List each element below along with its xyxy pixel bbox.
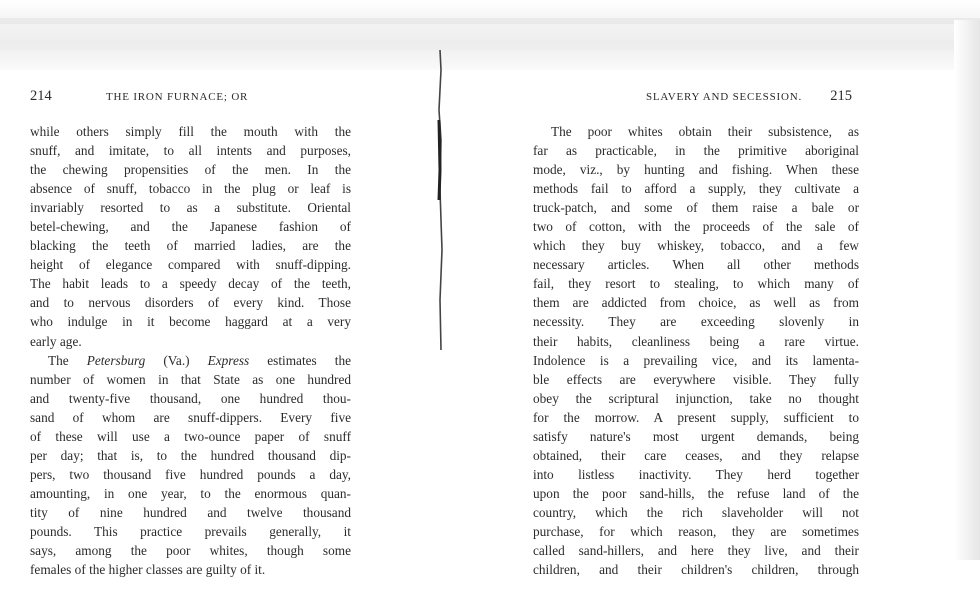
book-gutter (436, 50, 446, 360)
text-line: pers, two thousand five hundred pounds a day, (30, 466, 351, 482)
text-line: children, and their children's children, through (533, 562, 859, 578)
text-line: which they buy whiskey, tobacco, and a few (533, 238, 859, 254)
scan-band (0, 18, 980, 24)
text-line: fail, they resort to stealing, to which many of (533, 276, 859, 292)
text-line: upon the poor sand-hills, the refuse land of the (533, 485, 859, 501)
scan-shadow-top (0, 0, 980, 70)
text-line: necessary articles. When all other methods (533, 257, 859, 273)
text-line: betel-chewing, and the Japanese fashion of (30, 219, 351, 235)
text-line: of these will use a two-ounce paper of snuff (30, 428, 351, 444)
text-line: satisfy nature's most urgent demands, being (533, 428, 859, 444)
page-edge-right (954, 20, 980, 560)
text-line: country, which the rich slaveholder will not (533, 504, 859, 520)
page-header (533, 88, 859, 108)
text-line: who indulge in it become haggard at a very (30, 314, 351, 330)
scan-band (0, 40, 980, 50)
text-line: and to nervous disorders of every kind. Those (30, 295, 351, 311)
text-line: tity of nine hundred and twelve thousand (30, 504, 351, 520)
text-line: snuff, and imitate, to all intents and purposes, (30, 143, 351, 159)
text-line: into listless inactivity. They herd together (533, 466, 859, 482)
page-number: 214 (30, 88, 52, 104)
page-header (30, 88, 351, 108)
text-line: for the morrow. A present supply, sufficient to (533, 409, 859, 425)
text-run: estimates the (249, 352, 351, 368)
page-number: 215 (830, 88, 852, 104)
text-line (30, 351, 351, 370)
text-line: early age. (30, 333, 82, 349)
text-run: (Va.) (145, 352, 208, 368)
text-line: obey the scriptural injunction, take no thought (533, 390, 859, 406)
text-line: blacking the teeth of married ladies, are the (30, 238, 351, 254)
text-line: amounting, in one year, to the enormous quan- (30, 485, 351, 501)
text-line: and twenty-five thousand, one hundred thou- (30, 390, 351, 406)
running-head: THE IRON FURNACE; OR (106, 91, 249, 103)
text-line: far as practicable, in the primitive aboriginal (533, 143, 859, 159)
italic-title: Express (207, 352, 250, 368)
text-line: sand of whom are snuff-dippers. Every five (30, 409, 351, 425)
text-line: called sand-hillers, and here they live, and their (533, 543, 859, 559)
text-line: says, among the poor whites, though some (30, 543, 351, 559)
text-line: The habit leads to a speedy decay of the teeth, (30, 276, 351, 292)
text-line: mode, viz., by hunting and fishing. When these (533, 162, 859, 178)
italic-title: Petersburg (86, 352, 146, 368)
left-page (30, 88, 351, 579)
text-line: height of elegance compared with snuff-dipping. (30, 257, 351, 273)
text-run: The (48, 352, 87, 368)
text-line: obtained, their care ceases, and they relapse (533, 447, 859, 463)
text-line: methods fail to afford a supply, they cultivate a (533, 181, 859, 197)
text-line: The poor whites obtain their subsistence, as (551, 124, 859, 139)
text-line: purchase, for which reason, they are sometimes (533, 523, 859, 539)
running-head: SLAVERY AND SECESSION. (645, 91, 802, 103)
page-body (30, 122, 351, 579)
text-line: them are addicted from choice, as well as from (533, 295, 859, 311)
text-line: pounds. This practice prevails generally, it (30, 523, 351, 539)
text-line: two of cotton, with the proceeds of the sale of (533, 219, 859, 235)
text-line: absence of snuff, tobacco in the plug or leaf is (30, 181, 351, 197)
right-page (533, 88, 859, 579)
text-line: invariably resorted to as a substitute. Oriental (30, 200, 351, 216)
text-line: their habits, cleanliness being a rare virtue. (533, 333, 859, 349)
text-line: females of the higher classes are guilty of it. (30, 562, 266, 578)
text-line: while others simply fill the mouth with the (30, 124, 351, 139)
text-line: number of women in that State as one hundred (30, 371, 351, 387)
text-line: truck-patch, and some of them raise a bale or (533, 200, 859, 216)
text-line: per day; that is, to the hundred thousand dip- (30, 447, 351, 463)
text-line: ble effects are everywhere visible. They fully (533, 371, 859, 387)
text-line: necessity. They are exceeding slovenly in (533, 314, 859, 330)
page-body (533, 122, 859, 579)
text-line: the chewing propensities of the men. In the (30, 162, 351, 178)
text-line: Indolence is a prevailing vice, and its lamenta- (533, 352, 859, 368)
